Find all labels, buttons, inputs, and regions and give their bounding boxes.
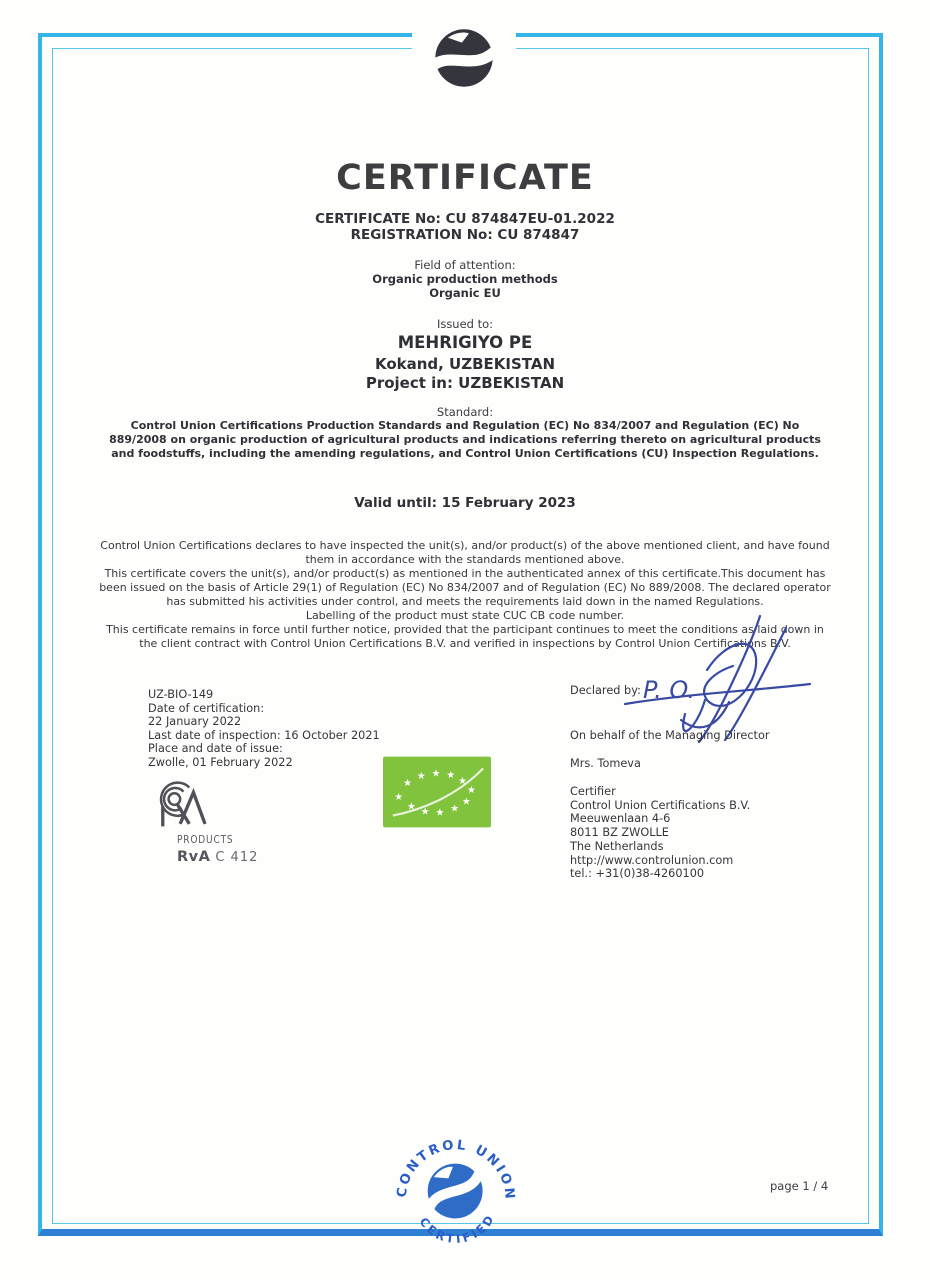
signatory-name: Mrs. Tomeva bbox=[570, 757, 641, 770]
svg-text:★: ★ bbox=[407, 801, 416, 813]
client-project: Project in: UZBEKISTAN bbox=[365, 374, 565, 392]
declared-by-label: Declared by: bbox=[570, 684, 641, 697]
certifier-label: Certifier bbox=[570, 785, 616, 798]
valid-until: Valid until: 15 February 2023 bbox=[354, 495, 576, 511]
client-location: Kokand, UZBEKISTAN bbox=[374, 355, 556, 373]
declaration-paragraph: Labelling of the product must state CUC CB code number. bbox=[305, 609, 625, 622]
field-of-attention-label: Field of attention: bbox=[414, 258, 516, 272]
declaration-paragraph: This certificate remains in force until further notice, provided that the participant continues to meet the conditions as laid down in the client contract with Control Union Certifications B.V. and verified in inspections by Control Union Certifications B.V. bbox=[106, 623, 824, 650]
control-union-globe-icon bbox=[429, 23, 499, 93]
certifier-street: Meeuwenlaan 4-6 bbox=[570, 812, 671, 826]
date-of-certification: 22 January 2022 bbox=[148, 715, 242, 729]
svg-text:★: ★ bbox=[462, 796, 471, 808]
rva-spiral-icon bbox=[152, 780, 210, 838]
certificate-numbers bbox=[60, 211, 870, 243]
page-number: page 1 / 4 bbox=[770, 1179, 829, 1193]
svg-text:★: ★ bbox=[420, 806, 430, 818]
date-of-certification-label: Date of certification: bbox=[148, 701, 265, 715]
rva-accreditation-logo bbox=[150, 780, 300, 875]
standard-label: Standard: bbox=[436, 405, 494, 419]
certification-details bbox=[148, 688, 380, 770]
certificate-no: CERTIFICATE No: CU 874847EU-01.2022 bbox=[315, 211, 615, 227]
svg-text:★: ★ bbox=[403, 778, 412, 790]
svg-text:★: ★ bbox=[466, 784, 476, 796]
svg-text:★: ★ bbox=[416, 771, 426, 783]
project-code: UZ-BIO-149 bbox=[148, 688, 214, 701]
svg-text:★: ★ bbox=[450, 803, 460, 815]
svg-text:★: ★ bbox=[435, 807, 445, 819]
certifier-phone: tel.: +31(0)38-4260100 bbox=[570, 867, 705, 881]
place-date-issue-label: Place and date of issue: bbox=[148, 742, 283, 756]
field-of-attention-values bbox=[60, 272, 870, 300]
stamp-bottom-text: CERTIFIED bbox=[416, 1210, 498, 1247]
registration-no: REGISTRATION No: CU 874847 bbox=[350, 227, 580, 243]
svg-text:★: ★ bbox=[458, 776, 467, 788]
certifier-company: Control Union Certifications B.V. bbox=[570, 798, 751, 812]
place-date-issue: Zwolle, 01 February 2022 bbox=[148, 755, 293, 769]
declaration-block bbox=[98, 539, 832, 651]
rva-label: RvA bbox=[177, 849, 211, 865]
svg-text:★: ★ bbox=[446, 770, 456, 782]
certifier-city: 8011 BZ ZWOLLE bbox=[570, 826, 669, 840]
client-name: MEHRIGIYO PE bbox=[397, 333, 533, 352]
rva-cert-number: C 412 bbox=[215, 850, 259, 865]
certifier-block bbox=[570, 785, 750, 881]
certifier-website: http://www.controlunion.com bbox=[570, 853, 734, 867]
declaration-paragraph: Control Union Certifications declares to have inspected the unit(s), and/or product(s) of the above mentioned client, and have found them in accordance with the standards mentioned above. bbox=[100, 539, 830, 566]
rva-products-label: PRODUCTS bbox=[177, 833, 234, 846]
svg-text:★: ★ bbox=[394, 791, 404, 803]
standard-text: Control Union Certifications Production Standards and Regulation (EC) No 834/2007 and Regulation (EC) No 889/2008 on organic production of agricultural products and indications referring thereto on agricultural products and foodstuffs, including the amending regulations, and Control Union Certifications (CU) Inspection Regulations. bbox=[109, 419, 821, 460]
field-of-attention-line2: Organic EU bbox=[429, 286, 501, 300]
issued-to-label: Issued to: bbox=[436, 317, 494, 331]
page-title: CERTIFICATE bbox=[336, 158, 594, 198]
svg-text:★: ★ bbox=[431, 768, 441, 780]
on-behalf-text: On behalf of the Managing Director bbox=[570, 729, 770, 742]
signature-initials: P. O. bbox=[643, 676, 695, 704]
control-union-certified-stamp bbox=[386, 1124, 524, 1255]
declaration-paragraph: This certificate covers the unit(s), and/or product(s) as mentioned in the authenticated annex of this certificate.This document has been issued on the basis of Article 29(1) of Regulation (EC) No 834/2007 and of Regulation (EC) No 889/2008. The declared operator has submitted his activities under control, and meets the requirements laid down in the named Regulations. bbox=[99, 567, 831, 608]
rva-number-line bbox=[177, 846, 258, 865]
last-inspection-date: Last date of inspection: 16 October 2021 bbox=[148, 728, 380, 742]
stamp-top-text: CONTROL UNION bbox=[394, 1137, 517, 1202]
certifier-country: The Netherlands bbox=[570, 839, 664, 853]
field-of-attention-line1: Organic production methods bbox=[372, 272, 558, 286]
eu-organic-leaf-logo bbox=[383, 756, 491, 828]
